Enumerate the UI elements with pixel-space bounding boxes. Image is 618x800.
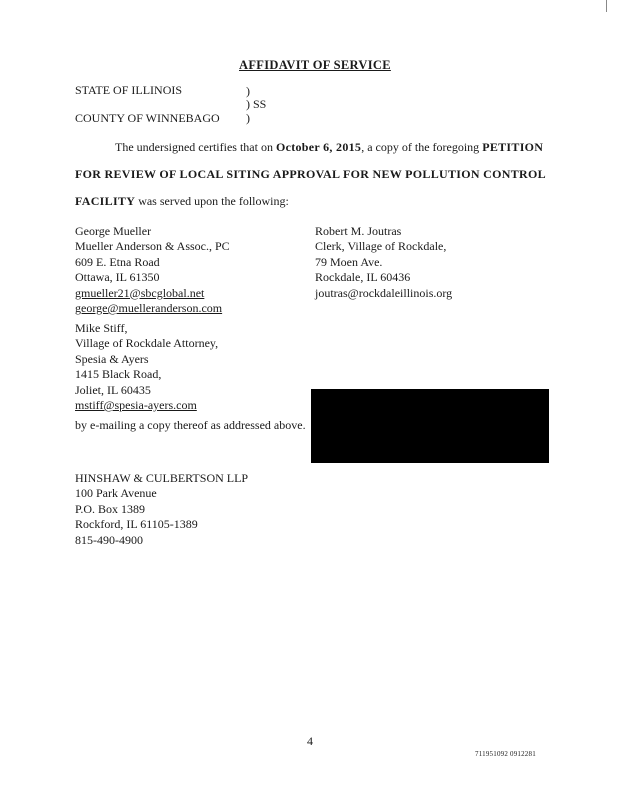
recipient-title: Clerk, Village of Rockdale, — [315, 239, 447, 254]
recipient-street: 1415 Black Road, — [75, 367, 162, 382]
firm-name: HINSHAW & CULBERTSON LLP — [75, 471, 249, 485]
certification-tail: was served upon the following: — [135, 194, 289, 208]
recipient-email-link[interactable]: george@muelleranderson.com — [75, 301, 223, 316]
certification-mid: , a copy of the foregoing — [361, 140, 483, 154]
recipient-city: Ottawa, IL 61350 — [75, 270, 160, 285]
redacted-signature-block — [311, 389, 549, 463]
document-id: 711951092 0912281 — [475, 750, 536, 758]
service-date: October 6, 2015 — [275, 140, 362, 154]
firm-phone: 815-490-4900 — [75, 532, 143, 547]
certification-line-2: FOR REVIEW OF LOCAL SITING APPROVAL FOR NEW POLLUTION CONTROL — [75, 167, 546, 181]
venue-ss: ) SS — [246, 97, 267, 111]
recipient-firm: Mueller Anderson & Assoc., PC — [75, 239, 230, 254]
document-title: AFFIDAVIT OF SERVICE — [239, 58, 391, 72]
recipient-email-link[interactable]: gmueller21@sbcglobal.net — [75, 285, 205, 300]
certification-intro: The undersigned certifies that on — [115, 140, 276, 154]
venue-state: STATE OF ILLINOIS — [75, 83, 183, 97]
firm-city: Rockford, IL 61105-1389 — [75, 517, 198, 532]
recipient-name: Robert M. Joutras — [315, 224, 402, 238]
recipient-email-link[interactable]: mstiff@spesia-ayers.com — [75, 398, 197, 413]
recipient-joutras — [315, 224, 452, 301]
venue-county: COUNTY OF WINNEBAGO — [75, 111, 220, 125]
recipient-city: Rockdale, IL 60436 — [315, 270, 411, 285]
service-method: by e-mailing a copy thereof as addressed above. — [75, 418, 306, 432]
certification-line-1 — [115, 140, 543, 154]
recipient-name: George Mueller — [75, 224, 152, 238]
page-number: 4 — [307, 734, 313, 748]
recipient-stiff — [75, 321, 218, 413]
venue-paren-1: ) — [246, 84, 250, 98]
recipient-street: 609 E. Etna Road — [75, 254, 160, 269]
recipient-name: Mike Stiff, — [75, 321, 128, 335]
recipient-mueller — [75, 224, 230, 316]
facility-word: FACILITY — [75, 194, 136, 208]
petition-word: PETITION — [482, 140, 544, 154]
venue-paren-3: ) — [246, 111, 250, 125]
certification-line-3 — [75, 194, 289, 208]
recipient-street: 79 Moen Ave. — [315, 254, 383, 269]
firm-pobox: P.O. Box 1389 — [75, 501, 146, 516]
firm-street: 100 Park Avenue — [75, 486, 157, 501]
recipient-email-link[interactable]: joutras@rockdaleillinois.org — [315, 285, 453, 300]
recipient-title: Village of Rockdale Attorney, — [75, 336, 219, 351]
recipient-city: Joliet, IL 60435 — [75, 382, 151, 397]
firm-block — [75, 471, 248, 548]
recipient-firm: Spesia & Ayers — [75, 351, 149, 366]
scan-edge-mark — [606, 0, 607, 12]
